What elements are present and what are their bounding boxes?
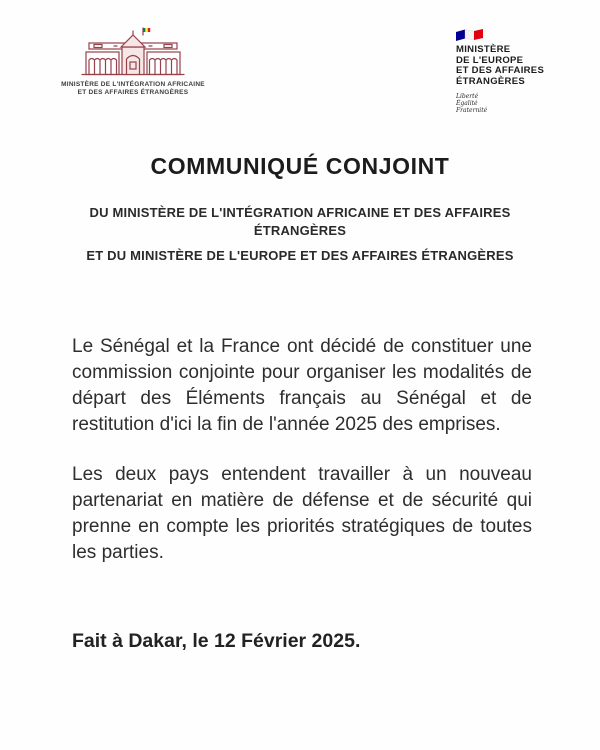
body-paragraph-2: Les deux pays entendent travailler à un nouveau partenariat en matière de défense et de sécurité qui prenne en compte les priorités stratégiques de toutes les parties. [72, 464, 532, 563]
senegal-ministry-caption-line1: MINISTÈRE DE L'INTÉGRATION AFRICAINE [61, 81, 205, 88]
document-title: COMMUNIQUÉ CONJOINT [150, 153, 450, 179]
motto-egalite: Égalité [456, 100, 478, 107]
body-paragraph-1: Le Sénégal et la France ont décidé de constituer une commission conjointe pour organiser les modalités de départ des Éléments français au Sénégal et de restitution d'ici la fin de l'année 2025 des emprises. [72, 336, 532, 435]
subtitle-senegal-ministry: DU MINISTÈRE DE L'INTÉGRATION AFRICAINE ET DES AFFAIRES ÉTRANGÈRES [89, 205, 511, 238]
french-flag-icon [456, 29, 483, 41]
france-motto [456, 93, 586, 114]
motto-fraternite: Fraternité [456, 107, 488, 114]
senegal-flag-icon [143, 28, 150, 32]
france-ministry-name [456, 45, 586, 87]
france-ministry-line1: MINISTÈRE [456, 44, 511, 55]
france-ministry-line2: DE L'EUROPE [456, 54, 524, 66]
motto-liberte: Liberté [456, 93, 479, 100]
france-ministry-logo [456, 29, 586, 114]
senegal-ministry-logo [58, 26, 208, 97]
subtitle-france-ministry: ET DU MINISTÈRE DE L'EUROPE ET DES AFFAIRES ÉTRANGÈRES [86, 248, 514, 263]
palace-building-icon [81, 26, 185, 78]
document-body [72, 334, 532, 566]
date-line: Fait à Dakar, le 12 Février 2025. [72, 630, 361, 652]
france-ministry-line4: ÉTRANGÈRES [456, 75, 525, 87]
senegal-ministry-caption-line2: ET DES AFFAIRES ÉTRANGÈRES [77, 89, 189, 96]
france-ministry-line3: ET DES AFFAIRES [456, 65, 545, 76]
